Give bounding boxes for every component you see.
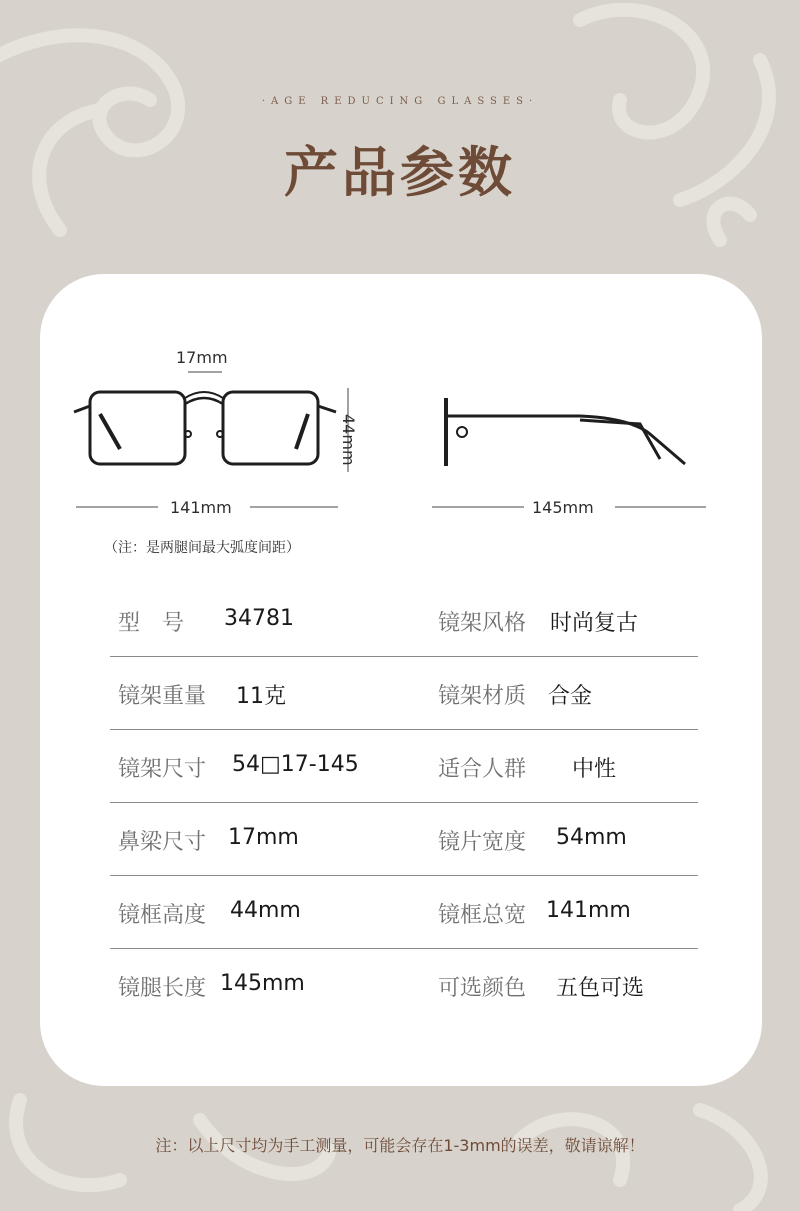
total-width-label: 141mm	[170, 498, 232, 517]
spec-label: 镜架风格	[438, 611, 527, 636]
temple-length-label: 145mm	[532, 498, 594, 517]
spec-label: 镜片宽度	[438, 830, 527, 855]
spec-value: 合金	[548, 684, 593, 709]
spec-label: 镜腿长度	[118, 976, 207, 1001]
spec-row	[110, 657, 698, 730]
spec-row	[110, 876, 698, 949]
spec-table	[110, 584, 698, 1021]
bridge-width-label: 17mm	[176, 348, 228, 367]
page-subtitle: ·AGE REDUCING GLASSES·	[261, 96, 539, 107]
glasses-front-view-icon	[74, 392, 336, 464]
spec-value: 145mm	[220, 971, 305, 996]
spec-value: 141mm	[546, 898, 631, 923]
spec-value: 54mm	[556, 825, 627, 850]
measurement-note: （注：是两腿间最大弧度间距）	[104, 540, 300, 556]
spec-row	[110, 949, 698, 1021]
page-title: 产品参数	[284, 140, 516, 204]
glasses-side-view-icon	[446, 398, 685, 466]
spec-value: 11克	[236, 684, 286, 709]
spec-label: 镜框总宽	[438, 903, 527, 928]
footer-note: 注：以上尺寸均为手工测量，可能会存在1-3mm的误差，敬请谅解！	[155, 1136, 645, 1155]
spec-row	[110, 730, 698, 803]
spec-card	[40, 274, 762, 1086]
spec-row	[110, 803, 698, 876]
glasses-diagram	[40, 274, 762, 574]
spec-value: 34781	[224, 606, 294, 631]
spec-value: 44mm	[230, 898, 301, 923]
spec-label: 鼻梁尺寸	[118, 830, 207, 855]
spec-value: 54□17-145	[232, 752, 359, 777]
spec-label: 镜框高度	[118, 903, 207, 928]
spec-row	[110, 584, 698, 657]
spec-label: 镜架重量	[118, 684, 207, 709]
spec-value: 五色可选	[556, 976, 645, 1001]
spec-value: 17mm	[228, 825, 299, 850]
spec-label: 镜架尺寸	[118, 757, 207, 782]
spec-value: 中性	[572, 757, 617, 782]
spec-value: 时尚复古	[550, 611, 639, 636]
spec-label: 型 号	[118, 611, 185, 636]
spec-label: 适合人群	[438, 757, 527, 782]
spec-label: 镜架材质	[438, 684, 527, 709]
lens-height-label: 44mm	[339, 414, 358, 466]
spec-label: 可选颜色	[438, 976, 527, 1001]
